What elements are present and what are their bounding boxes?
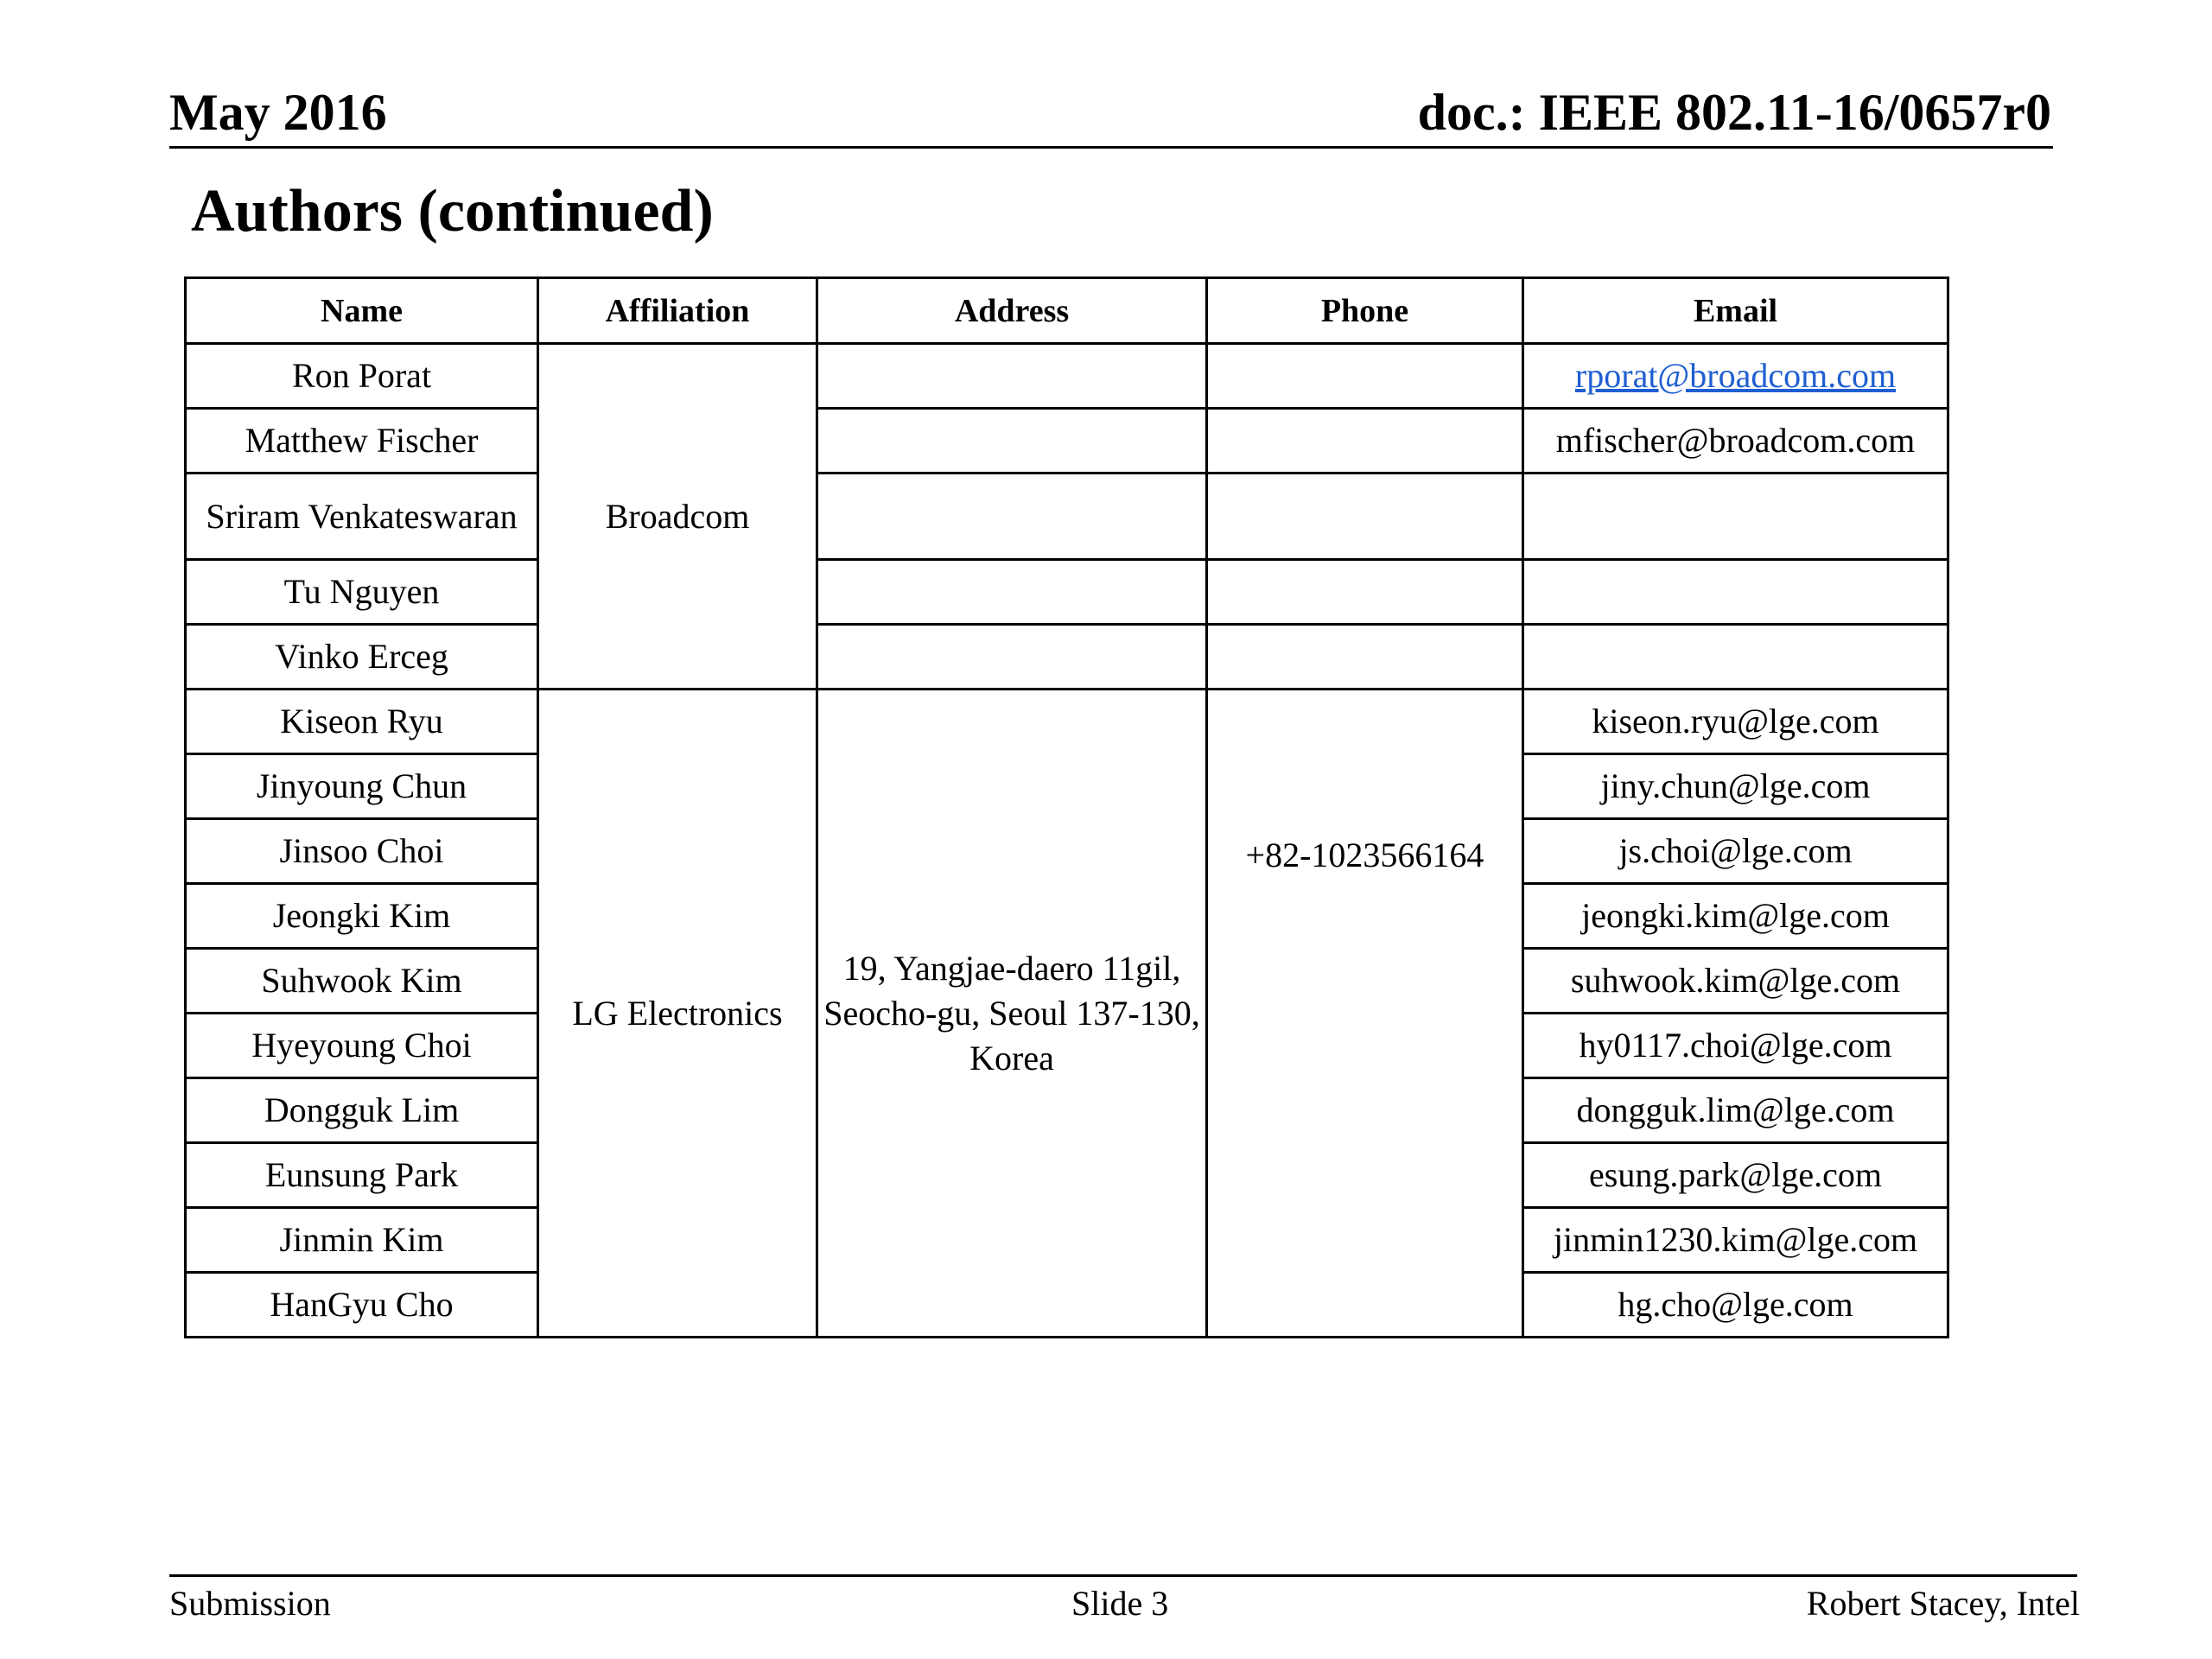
table-header-row — [186, 278, 1948, 344]
author-name: Matthew Fischer — [186, 409, 538, 474]
table-row — [186, 344, 1948, 409]
header-date: May 2016 — [169, 84, 387, 141]
author-name: HanGyu Cho — [186, 1273, 538, 1338]
email-cell — [1523, 625, 1948, 690]
email-cell: hg.cho@lge.com — [1523, 1273, 1948, 1338]
email-link[interactable]: rporat@broadcom.com — [1574, 356, 1897, 395]
column-header-name: Name — [186, 278, 538, 344]
author-name: Dongguk Lim — [186, 1078, 538, 1143]
phone-cell — [1207, 560, 1523, 625]
email-cell — [1523, 344, 1948, 409]
author-name: Jeongki Kim — [186, 884, 538, 949]
address-cell — [817, 344, 1207, 409]
footer-author: Robert Stacey, Intel — [1806, 1584, 2080, 1623]
email-cell: jinmin1230.kim@lge.com — [1523, 1208, 1948, 1273]
address-cell — [817, 560, 1207, 625]
address-cell — [817, 625, 1207, 690]
author-name: Vinko Erceg — [186, 625, 538, 690]
author-name: Jinsoo Choi — [186, 819, 538, 884]
email-cell: jiny.chun@lge.com — [1523, 754, 1948, 819]
email-cell — [1523, 560, 1948, 625]
email-cell: dongguk.lim@lge.com — [1523, 1078, 1948, 1143]
table-row — [186, 560, 1948, 625]
address-cell: 19, Yangjae-daero 11gil, Seocho-gu, Seoul 137-130, Korea — [817, 690, 1207, 1338]
email-cell: esung.park@lge.com — [1523, 1143, 1948, 1208]
author-name: Suhwook Kim — [186, 949, 538, 1014]
footer-submission: Submission — [169, 1584, 331, 1623]
table-row — [186, 474, 1948, 560]
email-cell: mfischer@broadcom.com — [1523, 409, 1948, 474]
author-name: Jinyoung Chun — [186, 754, 538, 819]
email-cell — [1523, 474, 1948, 560]
table-row — [186, 625, 1948, 690]
header-doc-id: doc.: IEEE 802.11-16/0657r0 — [1417, 84, 2051, 141]
author-name: Jinmin Kim — [186, 1208, 538, 1273]
table-row — [186, 690, 1948, 754]
author-name: Sriram Venkateswaran — [186, 474, 538, 560]
author-name: Eunsung Park — [186, 1143, 538, 1208]
phone-cell — [1207, 409, 1523, 474]
table-row — [186, 409, 1948, 474]
footer-slide-number: Slide 3 — [1071, 1584, 1169, 1623]
author-name: Tu Nguyen — [186, 560, 538, 625]
header-rule — [169, 146, 2053, 149]
phone-cell: +82-1023566164 — [1207, 690, 1523, 1338]
column-header-address: Address — [817, 278, 1207, 344]
phone-cell — [1207, 625, 1523, 690]
authors-table — [184, 276, 1949, 1338]
email-cell: js.choi@lge.com — [1523, 819, 1948, 884]
author-name: Hyeyoung Choi — [186, 1014, 538, 1078]
phone-cell — [1207, 344, 1523, 409]
affiliation-cell: Broadcom — [538, 344, 817, 690]
footer-rule — [169, 1574, 2077, 1577]
author-name: Kiseon Ryu — [186, 690, 538, 754]
affiliation-cell: LG Electronics — [538, 690, 817, 1338]
column-header-email: Email — [1523, 278, 1948, 344]
phone-cell — [1207, 474, 1523, 560]
column-header-phone: Phone — [1207, 278, 1523, 344]
email-cell: kiseon.ryu@lge.com — [1523, 690, 1948, 754]
author-name: Ron Porat — [186, 344, 538, 409]
email-cell: jeongki.kim@lge.com — [1523, 884, 1948, 949]
column-header-affiliation: Affiliation — [538, 278, 817, 344]
address-cell — [817, 409, 1207, 474]
address-cell — [817, 474, 1207, 560]
email-cell: hy0117.choi@lge.com — [1523, 1014, 1948, 1078]
email-cell: suhwook.kim@lge.com — [1523, 949, 1948, 1014]
slide-title: Authors (continued) — [191, 178, 714, 245]
